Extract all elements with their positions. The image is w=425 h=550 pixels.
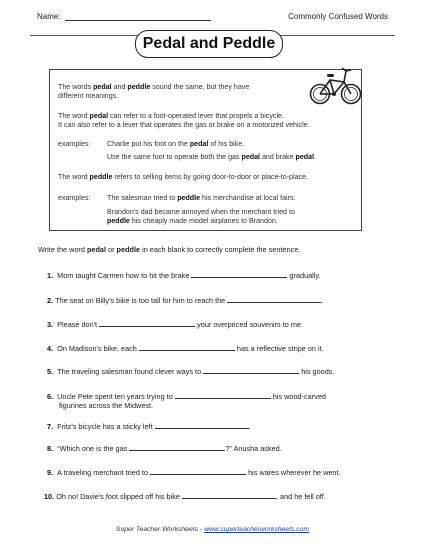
pedal-examples-label: examples: [58,140,91,148]
answer-blank-4[interactable] [139,343,235,351]
question-10: 10. Oh no! Davie's foot slipped off his bike , and he fell off. [44,492,326,501]
answer-blank-7[interactable] [155,421,249,429]
worksheet-category: Commonly Confused Words [288,12,388,21]
peddle-examples-label: examples: [58,194,91,202]
answer-blank-3[interactable] [99,319,195,327]
question-4: 4. On Madison's bike, each has a reflective stripe on it. [47,344,324,353]
question-7: 7. Fritz's bicycle has a sticky left . [47,422,251,431]
pedal-example-1: Charlie put his foot on the pedal of his bike. [107,140,245,148]
footer-link[interactable]: www.superteacherworksheets.com [204,526,310,533]
peddle-example-2: Brandon's dad became annoyed when the merchant tried to peddle his cheaply made model airplanes to Brandon. [107,208,295,225]
answer-blank-2[interactable] [227,295,321,303]
name-label: Name: [37,12,61,21]
peddle-definition: The word peddle refers to selling items by going door-to-door or place-to-place. [58,173,308,181]
question-5: 5. The traveling salesman found clever ways to his goods. [47,367,335,376]
answer-blank-1[interactable] [191,270,287,278]
answer-blank-9[interactable] [150,467,246,475]
question-1: 1. Mom taught Carmen how to hit the brake gradually. [47,271,321,280]
bicycle-icon [308,62,364,108]
question-9: 9. A traveling merchant tried to his wares wherever he went. [47,468,341,477]
answer-blank-10[interactable] [182,491,276,499]
answer-blank-5[interactable] [203,366,299,374]
question-8: 8. “Which one is the gas ?” Anusha asked. [47,444,282,453]
page-title: Pedal and Peddle [135,30,283,58]
question-2: 2. The seat on Billy's bike is too tall for him to reach the . [47,296,324,305]
answer-blank-6[interactable] [175,391,271,399]
pedal-definition: The word pedal can refer to a foot-operated lever that propels a bicycle. It can also refer to a lever that operates the gas or brake on a motorized vehicle. [58,112,310,129]
answer-blank-8[interactable] [129,443,225,451]
question-6: 6. Uncle Pete spent ten years trying to his wood-carved figurines across the Midwest. [47,392,326,410]
question-3: 3. Please don't your overpriced souvenirs to me. [47,320,304,329]
directions: Write the word pedal or peddle in each blank to correctly complete the sentence. [38,245,301,254]
footer-brand: Super Teacher Worksheets [115,526,199,533]
intro-text: The words pedal and peddle sound the same, but they have different meanings. [58,83,250,100]
footer: Super Teacher Worksheets - www.superteacherworksheets.com [115,526,310,533]
name-field [37,12,211,21]
name-line [65,12,211,21]
peddle-example-1: The salesman tried to peddle his merchandise at local fairs. [107,194,296,202]
pedal-example-2: Use the same foot to operate both the gas pedal and brake pedal. [107,153,317,161]
